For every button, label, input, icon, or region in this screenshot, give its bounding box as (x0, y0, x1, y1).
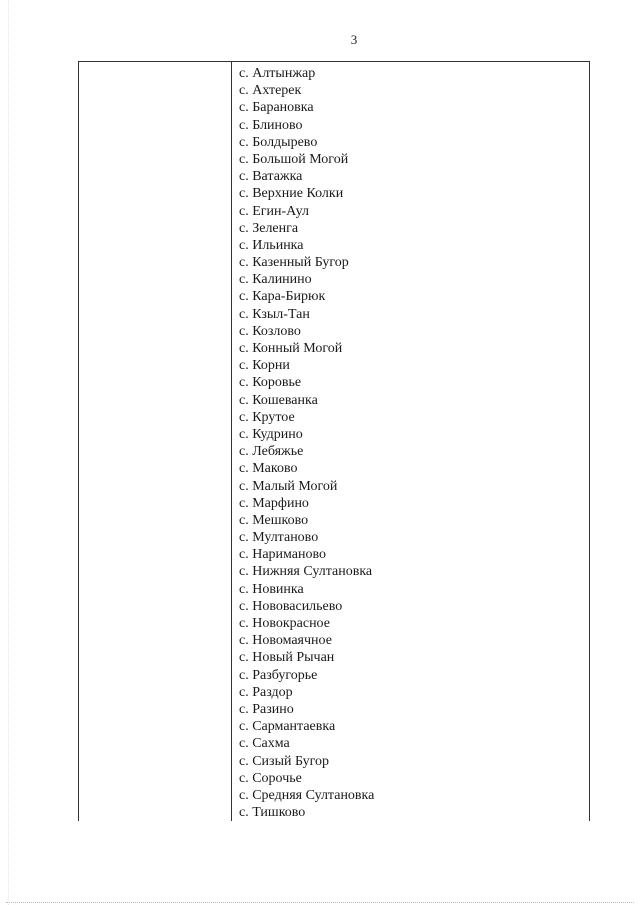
village-item: с. Новокрасное (239, 616, 330, 631)
village-item: с. Лебяжье (239, 444, 304, 460)
village-item: с. Блиново (239, 117, 303, 133)
village-item: с. Мешково (239, 512, 309, 528)
village-item: с. Нижняя Султановка (239, 564, 373, 580)
village-item: с. Верхние Колки (239, 186, 344, 202)
village-item: с. Егин-Аул (239, 203, 309, 219)
village-item: с. Новомаячное (239, 633, 332, 649)
column-divider (231, 62, 232, 821)
village-item: с. Калинино (239, 272, 312, 288)
village-item: с. Конный Могой (239, 341, 343, 356)
village-item: с. Казенный Бугор (239, 255, 349, 271)
village-item: с. Кудрино (239, 426, 303, 442)
village-item: с. Сизый Бугор (239, 753, 330, 769)
village-item: с. Раздор (239, 684, 293, 700)
village-list (239, 65, 374, 821)
village-item: с. Нариманово (239, 547, 327, 563)
village-item: с. Малый Могой (239, 478, 338, 494)
village-item: с. Маково (239, 461, 298, 477)
village-item: с. Новинка (239, 581, 304, 597)
village-item: с. Барановка (239, 100, 314, 116)
village-item: с. Сорочье (239, 770, 302, 786)
village-item: с. Большой Могой (239, 151, 349, 167)
village-item: с. Алтынжар (239, 66, 316, 81)
village-item: с. Сахма (239, 736, 290, 752)
village-item: с. Коровье (239, 375, 302, 391)
page-bottom-rule (6, 902, 634, 903)
village-item: с. Разбугорье (239, 667, 318, 683)
village-item: с. Ахтерек (239, 83, 302, 99)
village-item: с. Крутое (239, 409, 295, 425)
village-item: с. Кошеванка (239, 392, 318, 408)
village-item: с. Ватажка (239, 169, 303, 185)
village-item: с. Марфино (239, 495, 309, 511)
village-item: с. Болдырево (239, 134, 318, 150)
village-item: с. Нововасильево (239, 598, 343, 614)
village-item: с. Кзыл-Тан (239, 306, 310, 322)
village-item: с. Средняя Султановка (239, 787, 375, 803)
village-item: с. Сармантаевка (239, 719, 336, 735)
village-item: с. Корни (239, 358, 290, 374)
village-item: с. Зеленга (239, 220, 299, 236)
scan-margin-mark (8, 0, 9, 905)
village-item: с. Новый Рычан (239, 650, 335, 666)
village-item: с. Козлово (239, 323, 301, 339)
village-item: с. Разино (239, 701, 294, 717)
settlements-table (78, 61, 590, 821)
village-item: с. Ильинка (239, 237, 304, 253)
village-item: с. Тишково (239, 805, 306, 821)
page-number: 3 (350, 32, 358, 47)
village-item: с. Кара-Бирюк (239, 289, 326, 305)
village-item: с. Мултаново (239, 530, 319, 546)
